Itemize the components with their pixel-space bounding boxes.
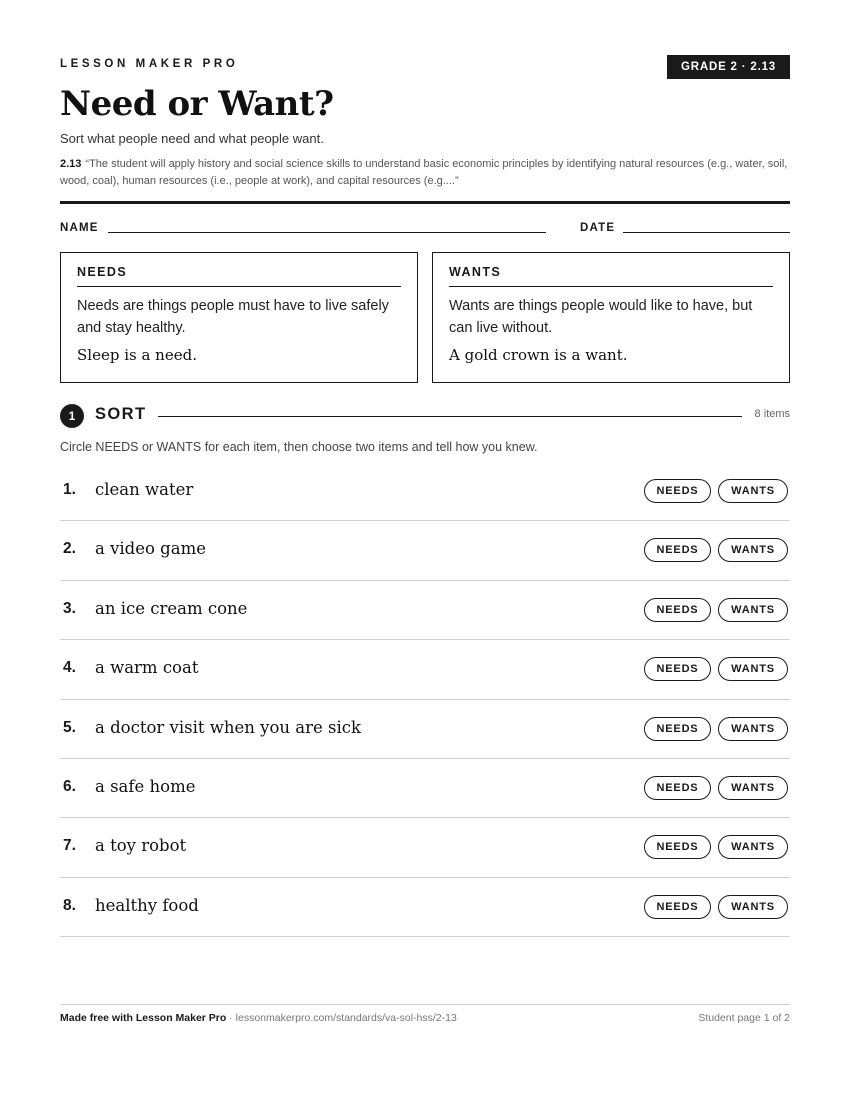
standard-code: 2.13 bbox=[60, 158, 82, 170]
section-item-count: 8 items bbox=[754, 408, 790, 420]
list-item bbox=[60, 640, 790, 699]
list-item bbox=[60, 581, 790, 640]
wants-description: Wants are things people would like to have, but can live without. bbox=[449, 298, 753, 336]
standard-description bbox=[60, 156, 790, 190]
grade-badge: GRADE 2 · 2.13 bbox=[667, 55, 790, 79]
footer-separator: · bbox=[226, 1012, 236, 1024]
header-divider bbox=[60, 201, 790, 204]
item-list bbox=[60, 462, 790, 937]
item-number: 3. bbox=[63, 599, 76, 617]
item-text: a toy robot bbox=[95, 836, 187, 856]
wants-choice[interactable]: WANTS bbox=[718, 538, 788, 562]
item-number: 5. bbox=[63, 718, 76, 736]
footer-url: lessonmakerpro.com/standards/va-sol-hss/2-13 bbox=[235, 1012, 457, 1024]
list-item bbox=[60, 818, 790, 877]
choice-group bbox=[644, 717, 788, 741]
item-text: clean water bbox=[95, 480, 194, 499]
footer-credit bbox=[60, 1012, 457, 1024]
page-subtitle: Sort what people need and what people want. bbox=[60, 131, 324, 146]
wants-choice[interactable]: WANTS bbox=[718, 657, 788, 681]
needs-choice[interactable]: NEEDS bbox=[644, 835, 711, 859]
list-item bbox=[60, 462, 790, 521]
needs-choice[interactable]: NEEDS bbox=[644, 717, 711, 741]
item-number: 7. bbox=[63, 837, 76, 855]
item-text: a video game bbox=[95, 539, 206, 559]
list-item bbox=[60, 521, 790, 580]
name-label: NAME bbox=[60, 222, 99, 234]
needs-choice[interactable]: NEEDS bbox=[644, 538, 711, 562]
section-number-badge: 1 bbox=[60, 404, 84, 428]
needs-choice[interactable]: NEEDS bbox=[644, 479, 711, 503]
item-number: 4. bbox=[63, 659, 76, 677]
wants-definition-box bbox=[432, 252, 790, 383]
footer-page-number: Student page 1 of 2 bbox=[698, 1012, 790, 1024]
wants-choice[interactable]: WANTS bbox=[718, 598, 788, 622]
choice-group bbox=[644, 538, 788, 562]
item-text: a safe home bbox=[95, 776, 196, 796]
wants-choice[interactable]: WANTS bbox=[718, 835, 788, 859]
standard-text: “The student will apply history and social science skills to understand basic economic principles by identifying natural resources (e.g., water, soil, wood, coal), human resources (i.e., people at work), and capital resources (e.g....” bbox=[60, 158, 788, 187]
needs-choice[interactable]: NEEDS bbox=[644, 895, 711, 919]
needs-definition-box bbox=[60, 252, 418, 383]
wants-heading: WANTS bbox=[449, 265, 773, 287]
page-title: Need or Want? bbox=[60, 84, 334, 124]
section-instructions: Circle NEEDS or WANTS for each item, then choose two items and tell how you knew. bbox=[60, 440, 538, 454]
needs-example: Sleep is a need. bbox=[77, 346, 197, 364]
item-text: an ice cream cone bbox=[95, 598, 248, 618]
list-item bbox=[60, 878, 790, 937]
date-line[interactable] bbox=[623, 232, 790, 233]
item-number: 1. bbox=[63, 481, 76, 498]
wants-example: A gold crown is a want. bbox=[449, 346, 628, 364]
choice-group bbox=[644, 776, 788, 800]
section-title: SORT bbox=[95, 405, 147, 423]
choice-group bbox=[644, 835, 788, 859]
list-item bbox=[60, 759, 790, 818]
wants-choice[interactable]: WANTS bbox=[718, 717, 788, 741]
item-text: a doctor visit when you are sick bbox=[95, 717, 361, 737]
choice-group bbox=[644, 895, 788, 919]
needs-choice[interactable]: NEEDS bbox=[644, 598, 711, 622]
name-line[interactable] bbox=[108, 232, 546, 233]
item-text: healthy food bbox=[95, 895, 199, 915]
choice-group bbox=[644, 479, 788, 503]
item-number: 8. bbox=[63, 896, 76, 914]
footer-made-with: Made free with Lesson Maker Pro bbox=[60, 1012, 227, 1024]
footer-divider bbox=[60, 1004, 790, 1005]
needs-heading: NEEDS bbox=[77, 265, 401, 287]
choice-group bbox=[644, 598, 788, 622]
needs-choice[interactable]: NEEDS bbox=[644, 657, 711, 681]
item-text: a warm coat bbox=[95, 658, 199, 678]
list-item bbox=[60, 700, 790, 759]
item-number: 2. bbox=[63, 540, 76, 558]
needs-choice[interactable]: NEEDS bbox=[644, 776, 711, 800]
wants-choice[interactable]: WANTS bbox=[718, 895, 788, 919]
brand-name: LESSON MAKER PRO bbox=[60, 58, 239, 70]
needs-description: Needs are things people must have to live safely and stay healthy. bbox=[77, 298, 389, 336]
wants-choice[interactable]: WANTS bbox=[718, 776, 788, 800]
wants-choice[interactable]: WANTS bbox=[718, 479, 788, 503]
item-number: 6. bbox=[63, 777, 76, 795]
date-label: DATE bbox=[580, 222, 616, 234]
choice-group bbox=[644, 657, 788, 681]
section-rule bbox=[158, 416, 742, 417]
